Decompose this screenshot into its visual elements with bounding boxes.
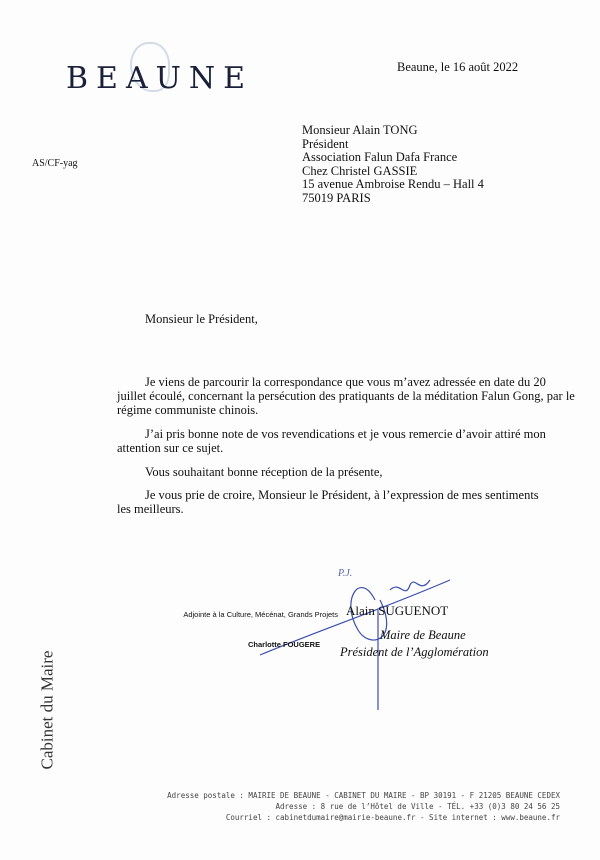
logo: BEAUNE (66, 61, 254, 96)
recipient-line: Chez Christel GASSIE (302, 163, 418, 178)
body-line: juillet écoulé, concernant la persécution des pratiquants de la méditation Falun Gong, par le (117, 389, 575, 403)
recipient-line: Association Falun Dafa France (302, 150, 458, 164)
recipient-line: 15 avenue Ambroise Rendu – Hall 4 (302, 177, 484, 191)
recipient-line: 75019 PARIS (302, 190, 371, 205)
signatory-title: Maire de Beaune (380, 628, 466, 642)
body-line: les meilleurs. (117, 502, 184, 516)
footer-line: Adresse postale : MAIRIE DE BEAUNE - CABINET DU MAIRE - BP 30191 - F 21205 BEAUNE CEDEX (167, 791, 560, 800)
footer-line: Courriel : cabinetdumaire@mairie-beaune.fr - Site internet : www.beaune.fr (225, 813, 560, 822)
body-line: Vous souhaitant bonne réception de la présente, (145, 465, 383, 479)
footer (167, 790, 560, 823)
body-line: Je viens de parcourir la correspondance que vous m’avez adressée en date du 20 (145, 375, 546, 389)
body-line: régime communiste chinois. (117, 403, 259, 417)
recipient-address (302, 124, 484, 205)
recipient-line: Monsieur Alain TONG (302, 123, 418, 137)
signature-pp: P.J. (338, 568, 353, 579)
salutation: Monsieur le Président, (145, 312, 258, 326)
signatory-name: Alain SUGUENOT (346, 603, 449, 618)
reference: AS/CF-yag (32, 158, 78, 169)
side-label: Cabinet du Maire (37, 650, 57, 770)
adjointe-name: Charlotte FOUGERE (248, 640, 321, 649)
signatory-title: Président de l’Agglomération (340, 645, 489, 659)
body-line: attention sur ce sujet. (117, 441, 224, 455)
body-line: Je vous prie de croire, Monsieur le Président, à l’expression de mes sentiments (145, 488, 539, 502)
recipient-line: Président (302, 136, 349, 151)
adjointe-title: Adjointe à la Culture, Mécénat, Grands Projets (183, 610, 338, 619)
letter-date: Beaune, le 16 août 2022 (397, 60, 519, 74)
footer-line: Adresse : 8 rue de l’Hôtel de Ville - TÉL. +33 (0)3 80 24 56 25 (275, 802, 560, 811)
body-line: J’ai pris bonne note de vos revendications et je vous remercie d’avoir attiré mon (145, 427, 546, 441)
